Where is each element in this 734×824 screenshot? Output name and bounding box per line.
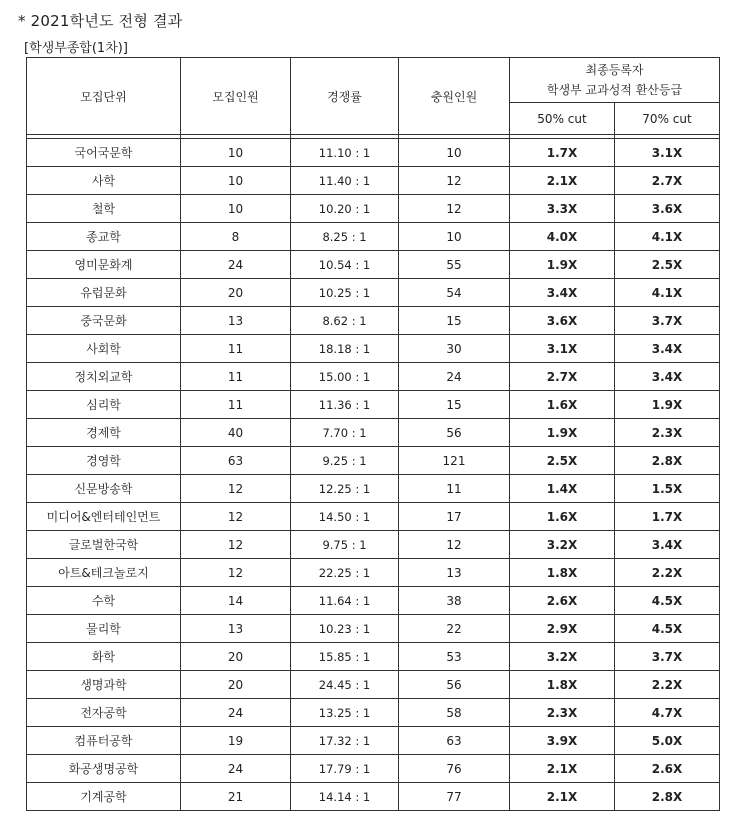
supplement-cell: 12 <box>399 195 510 223</box>
header-competition: 경쟁률 <box>291 58 399 135</box>
unit-cell: 컴퓨터공학 <box>27 727 181 755</box>
table-row <box>27 363 720 391</box>
cut70-cell: 2.2X <box>615 671 720 699</box>
table-row <box>27 615 720 643</box>
unit-cell: 생명과학 <box>27 671 181 699</box>
supplement-cell: 58 <box>399 699 510 727</box>
supplement-cell: 56 <box>399 671 510 699</box>
competition-cell: 10.23 : 1 <box>291 615 399 643</box>
competition-cell: 17.32 : 1 <box>291 727 399 755</box>
recruit-cell: 10 <box>181 195 291 223</box>
recruit-cell: 10 <box>181 167 291 195</box>
cut50-cell: 2.3X <box>510 699 615 727</box>
recruit-cell: 63 <box>181 447 291 475</box>
competition-cell: 13.25 : 1 <box>291 699 399 727</box>
competition-cell: 9.75 : 1 <box>291 531 399 559</box>
competition-cell: 7.70 : 1 <box>291 419 399 447</box>
supplement-cell: 12 <box>399 531 510 559</box>
supplement-cell: 22 <box>399 615 510 643</box>
supplement-cell: 56 <box>399 419 510 447</box>
competition-cell: 18.18 : 1 <box>291 335 399 363</box>
cut50-cell: 2.1X <box>510 783 615 811</box>
recruit-cell: 12 <box>181 475 291 503</box>
recruit-cell: 20 <box>181 671 291 699</box>
cut50-cell: 1.6X <box>510 391 615 419</box>
cut50-cell: 1.9X <box>510 419 615 447</box>
competition-cell: 10.20 : 1 <box>291 195 399 223</box>
unit-cell: 화학 <box>27 643 181 671</box>
table-row <box>27 251 720 279</box>
table-row <box>27 279 720 307</box>
competition-cell: 12.25 : 1 <box>291 475 399 503</box>
cut50-cell: 2.6X <box>510 587 615 615</box>
competition-cell: 10.54 : 1 <box>291 251 399 279</box>
cut70-cell: 2.8X <box>615 783 720 811</box>
supplement-cell: 13 <box>399 559 510 587</box>
page-title: * 2021학년도 전형 결과 <box>18 12 183 30</box>
cut70-cell: 1.9X <box>615 391 720 419</box>
cut70-cell: 5.0X <box>615 727 720 755</box>
supplement-cell: 10 <box>399 223 510 251</box>
recruit-cell: 24 <box>181 699 291 727</box>
header-supplement: 충원인원 <box>399 58 510 135</box>
header-unit: 모집단위 <box>27 58 181 135</box>
table-row <box>27 447 720 475</box>
cut70-cell: 3.7X <box>615 643 720 671</box>
supplement-cell: 76 <box>399 755 510 783</box>
cut70-cell: 4.5X <box>615 587 720 615</box>
unit-cell: 사회학 <box>27 335 181 363</box>
unit-cell: 유럽문화 <box>27 279 181 307</box>
unit-cell: 영미문화계 <box>27 251 181 279</box>
cut70-cell: 3.4X <box>615 531 720 559</box>
results-table <box>26 57 720 811</box>
cut50-cell: 2.9X <box>510 615 615 643</box>
header-final-line2: 학생부 교과성적 환산등급 <box>546 83 683 97</box>
supplement-cell: 77 <box>399 783 510 811</box>
table-row <box>27 139 720 167</box>
table-row <box>27 391 720 419</box>
unit-cell: 철학 <box>27 195 181 223</box>
table-row <box>27 531 720 559</box>
competition-cell: 11.36 : 1 <box>291 391 399 419</box>
cut50-cell: 1.8X <box>510 671 615 699</box>
header-final-line1: 최종등록자 <box>585 63 644 77</box>
competition-cell: 22.25 : 1 <box>291 559 399 587</box>
cut70-cell: 2.6X <box>615 755 720 783</box>
cut50-cell: 2.5X <box>510 447 615 475</box>
cut70-cell: 1.7X <box>615 503 720 531</box>
cut50-cell: 1.8X <box>510 559 615 587</box>
cut50-cell: 3.6X <box>510 307 615 335</box>
unit-cell: 경영학 <box>27 447 181 475</box>
table-row <box>27 643 720 671</box>
recruit-cell: 40 <box>181 419 291 447</box>
cut50-cell: 3.2X <box>510 531 615 559</box>
unit-cell: 물리학 <box>27 615 181 643</box>
header-cut50: 50% cut <box>510 103 615 135</box>
unit-cell: 국어국문학 <box>27 139 181 167</box>
cut70-cell: 2.3X <box>615 419 720 447</box>
supplement-cell: 63 <box>399 727 510 755</box>
table-row <box>27 167 720 195</box>
unit-cell: 중국문화 <box>27 307 181 335</box>
unit-cell: 아트&테크놀로지 <box>27 559 181 587</box>
supplement-cell: 10 <box>399 139 510 167</box>
unit-cell: 정치외교학 <box>27 363 181 391</box>
cut70-cell: 3.4X <box>615 363 720 391</box>
cut50-cell: 1.9X <box>510 251 615 279</box>
table-row <box>27 475 720 503</box>
competition-cell: 15.00 : 1 <box>291 363 399 391</box>
cut50-cell: 2.1X <box>510 755 615 783</box>
competition-cell: 24.45 : 1 <box>291 671 399 699</box>
cut70-cell: 3.1X <box>615 139 720 167</box>
competition-cell: 14.14 : 1 <box>291 783 399 811</box>
cut70-cell: 4.1X <box>615 223 720 251</box>
recruit-cell: 11 <box>181 363 291 391</box>
recruit-cell: 14 <box>181 587 291 615</box>
recruit-cell: 20 <box>181 643 291 671</box>
recruit-cell: 13 <box>181 615 291 643</box>
cut50-cell: 3.4X <box>510 279 615 307</box>
cut50-cell: 1.6X <box>510 503 615 531</box>
cut70-cell: 2.2X <box>615 559 720 587</box>
table-row <box>27 783 720 811</box>
table-row <box>27 559 720 587</box>
competition-cell: 11.10 : 1 <box>291 139 399 167</box>
recruit-cell: 20 <box>181 279 291 307</box>
cut50-cell: 3.9X <box>510 727 615 755</box>
supplement-cell: 12 <box>399 167 510 195</box>
cut70-cell: 2.5X <box>615 251 720 279</box>
section-subtitle: [학생부종합(1차)] <box>24 41 128 56</box>
unit-cell: 경제학 <box>27 419 181 447</box>
unit-cell: 신문방송학 <box>27 475 181 503</box>
unit-cell: 전자공학 <box>27 699 181 727</box>
supplement-cell: 38 <box>399 587 510 615</box>
cut50-cell: 3.2X <box>510 643 615 671</box>
supplement-cell: 11 <box>399 475 510 503</box>
recruit-cell: 8 <box>181 223 291 251</box>
cut50-cell: 1.7X <box>510 139 615 167</box>
cut70-cell: 3.7X <box>615 307 720 335</box>
cut70-cell: 2.7X <box>615 167 720 195</box>
competition-cell: 15.85 : 1 <box>291 643 399 671</box>
recruit-cell: 24 <box>181 755 291 783</box>
header-recruit: 모집인원 <box>181 58 291 135</box>
competition-cell: 11.64 : 1 <box>291 587 399 615</box>
table-row <box>27 307 720 335</box>
cut70-cell: 4.5X <box>615 615 720 643</box>
recruit-cell: 21 <box>181 783 291 811</box>
cut70-cell: 3.6X <box>615 195 720 223</box>
table-row <box>27 223 720 251</box>
cut70-cell: 3.4X <box>615 335 720 363</box>
header-cut70: 70% cut <box>615 103 720 135</box>
unit-cell: 수학 <box>27 587 181 615</box>
supplement-cell: 24 <box>399 363 510 391</box>
supplement-cell: 53 <box>399 643 510 671</box>
table-row <box>27 755 720 783</box>
recruit-cell: 12 <box>181 559 291 587</box>
unit-cell: 글로벌한국학 <box>27 531 181 559</box>
cut70-cell: 1.5X <box>615 475 720 503</box>
competition-cell: 8.25 : 1 <box>291 223 399 251</box>
recruit-cell: 12 <box>181 531 291 559</box>
recruit-cell: 11 <box>181 391 291 419</box>
supplement-cell: 55 <box>399 251 510 279</box>
cut70-cell: 4.7X <box>615 699 720 727</box>
cut50-cell: 2.1X <box>510 167 615 195</box>
table-row <box>27 699 720 727</box>
supplement-cell: 17 <box>399 503 510 531</box>
supplement-cell: 121 <box>399 447 510 475</box>
supplement-cell: 15 <box>399 307 510 335</box>
table-row <box>27 503 720 531</box>
unit-cell: 사학 <box>27 167 181 195</box>
unit-cell: 미디어&엔터테인먼트 <box>27 503 181 531</box>
table-row <box>27 671 720 699</box>
cut70-cell: 2.8X <box>615 447 720 475</box>
supplement-cell: 30 <box>399 335 510 363</box>
competition-cell: 9.25 : 1 <box>291 447 399 475</box>
competition-cell: 17.79 : 1 <box>291 755 399 783</box>
table-row <box>27 335 720 363</box>
unit-cell: 기계공학 <box>27 783 181 811</box>
table-row <box>27 419 720 447</box>
recruit-cell: 24 <box>181 251 291 279</box>
recruit-cell: 13 <box>181 307 291 335</box>
header-final-group <box>510 58 720 103</box>
cut70-cell: 4.1X <box>615 279 720 307</box>
competition-cell: 14.50 : 1 <box>291 503 399 531</box>
table-row <box>27 195 720 223</box>
supplement-cell: 15 <box>399 391 510 419</box>
cut50-cell: 2.7X <box>510 363 615 391</box>
competition-cell: 10.25 : 1 <box>291 279 399 307</box>
table-row <box>27 727 720 755</box>
cut50-cell: 1.4X <box>510 475 615 503</box>
unit-cell: 종교학 <box>27 223 181 251</box>
recruit-cell: 12 <box>181 503 291 531</box>
cut50-cell: 4.0X <box>510 223 615 251</box>
unit-cell: 심리학 <box>27 391 181 419</box>
supplement-cell: 54 <box>399 279 510 307</box>
recruit-cell: 10 <box>181 139 291 167</box>
unit-cell: 화공생명공학 <box>27 755 181 783</box>
cut50-cell: 3.3X <box>510 195 615 223</box>
competition-cell: 8.62 : 1 <box>291 307 399 335</box>
recruit-cell: 11 <box>181 335 291 363</box>
table-row <box>27 587 720 615</box>
cut50-cell: 3.1X <box>510 335 615 363</box>
competition-cell: 11.40 : 1 <box>291 167 399 195</box>
recruit-cell: 19 <box>181 727 291 755</box>
